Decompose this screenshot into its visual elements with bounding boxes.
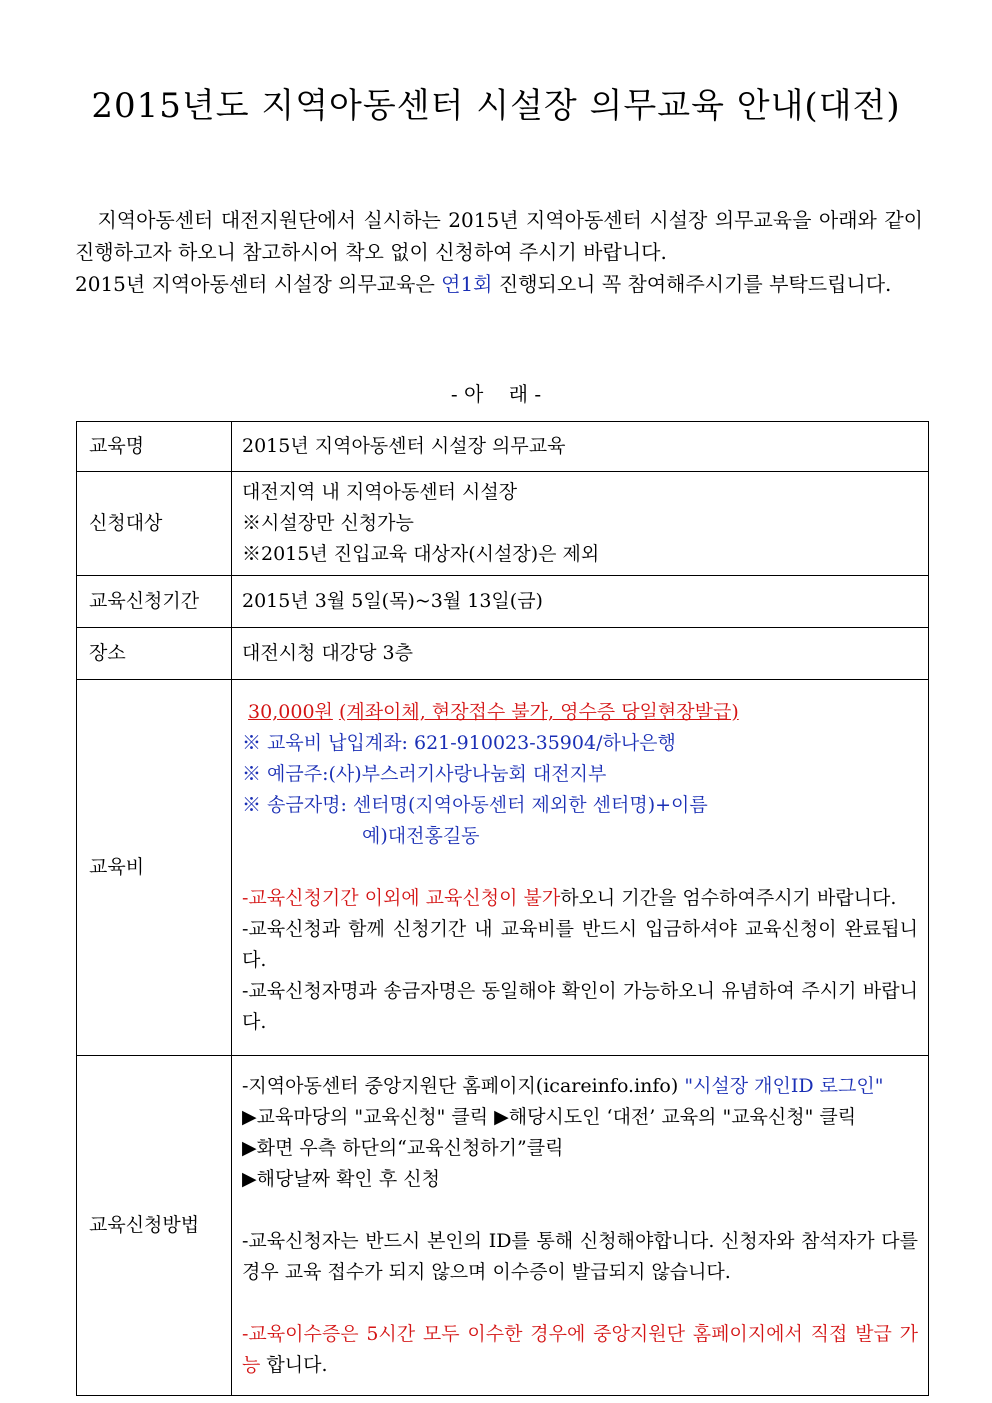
fee-note-1: -교육신청기간 이외에 교육신청이 불가하오니 기간을 엄수하여주시기 바랍니다. xyxy=(242,887,897,909)
info-table xyxy=(76,421,929,1396)
method-note-2: -교육이수증은 5시간 모두 이수한 경우에 중앙지원단 홈페이지에서 직접 발급 가능 합니다. xyxy=(242,1322,918,1376)
target-line: 대전지역 내 지역아동센터 시설장 xyxy=(242,481,518,503)
row-label: 교육신청기간 xyxy=(77,576,232,628)
fee-note-2: -교육신청과 함께 신청기간 내 교육비를 반드시 입금하셔야 교육신청이 완료됩니다. xyxy=(242,918,918,971)
intro-paragraph-1: 지역아동센터 대전지원단에서 실시하는 2015년 지역아동센터 시설장 의무교육을 아래와 같이 진행하고자 하오니 참고하시어 착오 없이 신청하여 주시기 바랍니다. xyxy=(75,208,923,264)
fee-holder: ※ 예금주:(사)부스러기사랑나눔회 대전지부 xyxy=(242,763,607,785)
fee-value xyxy=(232,680,929,1056)
method-note-1: -교육신청자는 반드시 본인의 ID를 통해 신청해야합니다. 신청자와 참석자가 다를 경우 교육 접수가 되지 않으며 이수증이 발급되지 않습니다. xyxy=(242,1229,918,1283)
frequency-highlight: 연1회 xyxy=(441,272,493,296)
target-line: ※2015년 진입교육 대상자(시설장)은 제외 xyxy=(242,543,600,565)
fee-account: ※ 교육비 납입계좌: 621-910023-35904/하나은행 xyxy=(242,732,676,754)
document-title: 2015년도 지역아동센터 시설장 의무교육 안내(대전) xyxy=(91,86,901,126)
table-row-period xyxy=(77,576,929,628)
table-row-fee xyxy=(77,680,929,1056)
place-value: 대전시청 대강당 3층 xyxy=(232,628,929,680)
method-step-1: -지역아동센터 중앙지원단 홈페이지(icareinfo.info) "시설장 개인ID 로그인" xyxy=(242,1074,884,1097)
row-label: 교육신청방법 xyxy=(77,1056,232,1396)
fee-note-3: -교육신청자명과 송금자명은 동일해야 확인이 가능하오니 유념하여 주시기 바랍니다. xyxy=(242,980,918,1033)
table-row-course-name xyxy=(77,422,929,472)
table-row-target xyxy=(77,472,929,576)
fee-amount: 30,000원 xyxy=(248,701,333,723)
row-label: 교육비 xyxy=(77,680,232,1056)
target-line: ※시설장만 신청가능 xyxy=(242,512,414,534)
method-step-3: ▶화면 우측 하단의“교육신청하기”클릭 xyxy=(242,1136,564,1159)
row-label: 장소 xyxy=(77,628,232,680)
row-label: 교육명 xyxy=(77,422,232,472)
fee-amount-line xyxy=(242,697,918,728)
method-value xyxy=(232,1056,929,1396)
intro-paragraph-2: 2015년 지역아동센터 시설장 의무교육은 연1회 진행되오니 꼭 참여해주시기를 부탁드립니다. xyxy=(75,272,892,296)
table-row-method xyxy=(77,1056,929,1396)
fee-amount-note: (계좌이체, 현장접수 불가, 영수증 당일현장발급) xyxy=(338,701,739,723)
table-row-place xyxy=(77,628,929,680)
course-name-value: 2015년 지역아동센터 시설장 의무교육 xyxy=(232,422,929,472)
method-step-4: ▶해당날짜 확인 후 신청 xyxy=(242,1167,440,1190)
section-heading: - 아 래 - xyxy=(450,382,542,406)
target-value xyxy=(232,472,929,576)
row-label: 신청대상 xyxy=(77,472,232,576)
intro-text xyxy=(75,204,923,300)
period-value: 2015년 3월 5일(목)~3월 13일(금) xyxy=(232,576,929,628)
fee-sender: ※ 송금자명: 센터명(지역아동센터 제외한 센터명)+이름 xyxy=(242,794,708,816)
fee-sender-example: 예)대전홍길동 xyxy=(362,825,480,847)
method-step-2: ▶교육마당의 "교육신청" 클릭 ▶해당시도인 ‘대전’ 교육의 "교육신청" 클릭 xyxy=(242,1105,857,1128)
login-instruction: "시설장 개인ID 로그인" xyxy=(684,1074,884,1097)
